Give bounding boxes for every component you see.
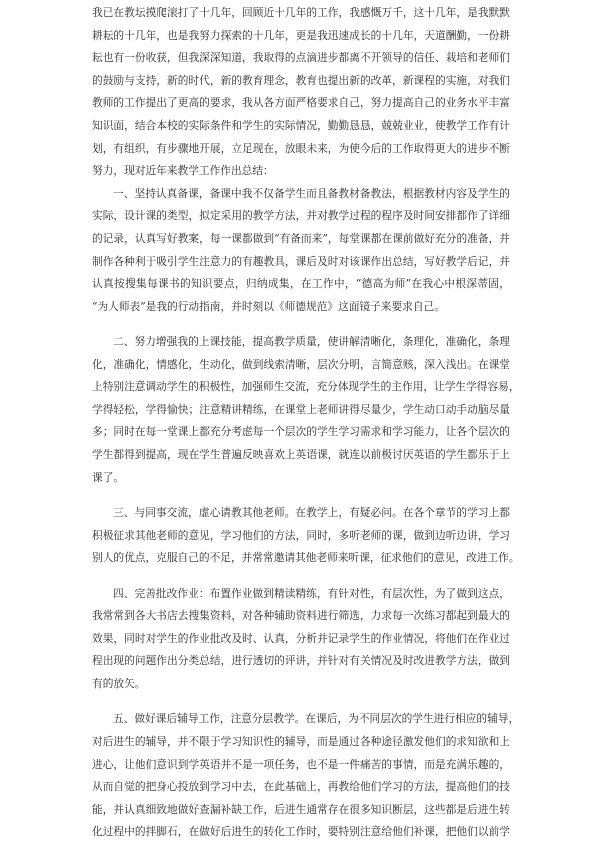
- text-line: 认真按搜集每课书的知识要点，归纳成集，在工作中，“德高为师”在我心中根深蒂固，: [92, 277, 510, 291]
- text-line: 耕耘的十几年，也是我努力探索的十几年，更是我迅速成长的十几年，天道酬勤，一份耕: [92, 28, 510, 42]
- text-line: 效果，同时对学生的作业批改及时、认真，分析并记录学生的作业情况，将他们在作业过: [92, 631, 510, 645]
- text-line: 课了。: [92, 470, 125, 484]
- text-line: 化，准确化，情感化，生动化，做到线索清晰，层次分明，言简意赅，深入浅出。在课堂: [92, 357, 510, 371]
- text-line: 积极征求其他老师的意见，学习他们的方法，同时，多听老师的课，做到边听边讲，学习: [92, 528, 510, 542]
- text-line: 制作各种利于吸引学生注意力的有趣教具，课后及时对该课作出总结，写好教学后记，并: [92, 254, 510, 268]
- text-line: 三、与同事交流，虚心请教其他老师。在教学上，有疑必问。在各个章节的学习上都: [113, 506, 510, 520]
- text-line: 教师的工作提出了更高的要求，我从各方面严格要求自己，努力提高自己的业务水平丰富: [92, 96, 510, 110]
- paragraph: [92, 331, 520, 489]
- text-line: 别人的优点，克服自己的不足，并常常邀请其他老师来听课，征求他们的意见，改进工作。: [92, 551, 520, 565]
- text-line: 学生都得到提高，现在学生普遍反映喜欢上英语课，就连以前极讨厌英语的学生都乐于上: [92, 448, 510, 462]
- text-line: 五、做好课后辅导工作，注意分层教学。在课后，为不同层次的学生进行相应的辅导，: [113, 712, 520, 726]
- text-line: 有的放矢。: [92, 677, 146, 691]
- text-line: 进心，让他们意识到学英语并不是一项任务，也不是一件痛苦的事情，而是充满乐趣的，: [92, 757, 510, 771]
- text-line: 划，有组织，有步骤地开展，立足现在，放眼未来，为使今后的工作取得更大的进步不断: [92, 141, 510, 155]
- paragraph: [92, 502, 520, 570]
- paragraph: [92, 708, 520, 844]
- text-line: 耘也有一份收获，但我深深知道，我取得的点滴进步都离不开领导的信任、栽培和老师们: [92, 51, 510, 65]
- paragraph: [92, 2, 510, 183]
- text-line: 学得轻松，学得愉快；注意精讲精练，在课堂上老师讲得尽量少，学生动口动手动脑尽量: [92, 402, 510, 416]
- text-line: 的鼓励与支持，新的时代，新的教育理念，教育也提出新的改革，新课程的实施，对我们: [92, 73, 510, 87]
- text-line: 的记录，认真写好教案，每一课都做到“有备而来”，每堂课都在课前做好充分的准备，并: [92, 231, 510, 245]
- text-line: 上特别注意调动学生的积极性，加强师生交流，充分体现学生的主作用，让学生学得容易，: [92, 380, 520, 394]
- text-line: 二、努力增强我的上课技能，提高教学质量，使讲解清晰化，条理化，准确化，条理: [113, 335, 510, 349]
- text-line: 多；同时在每一堂课上都充分考虑每一个层次的学生学习需求和学习能力，让各个层次的: [92, 425, 510, 439]
- text-line: 四、完善批改作业：布置作业做到精读精练，有针对性，有层次性，为了做到这点，: [113, 586, 510, 600]
- text-line: 我常常到各大书店去搜集资料，对各种辅助资料进行筛选，力求每一次练习都起到最大的: [92, 609, 510, 623]
- text-line: 我已在教坛摸爬滚打了十几年，回顾近十几年的工作，我感慨万千，这十几年，是我默默: [92, 6, 510, 19]
- text-line: “为人师表”是我的行动指南，并时刻以《师德规范》这面镜子来要求自己。: [92, 299, 445, 313]
- text-line: 能，并认真细致地做好查漏补缺工作，后进生通常存在很多知识断层，这些都是后进生转: [92, 802, 510, 816]
- text-line: 实际，设计课的类型，拟定采用的教学方法，并对教学过程的程序及时间安排都作了详细: [92, 209, 510, 223]
- text-line: 程出现的问题作出分类总结，进行透切的评讲，并针对有关情况及时改进教学方法，做到: [92, 654, 510, 668]
- paragraph: [92, 583, 510, 696]
- text-line: 从而自觉的把身心投放到学习中去，在此基础上，再教给他们学习的方法，提高他们的技: [92, 780, 510, 794]
- text-line: 化过程中的拌脚石，在做好后进生的转化工作时，要特别注意给他们补课，把他们以前学: [92, 825, 510, 839]
- text-line: 知识面，结合本校的实际条件和学生的实际情况，勤勤恳恳，兢兢业业，使教学工作有计: [92, 118, 510, 132]
- paragraph: [92, 183, 510, 319]
- text-line: 一、坚持认真备课，备课中我不仅备学生而且备教材备教法，根据教材内容及学生的: [113, 186, 510, 200]
- text-line: 对后进生的辅导，并不限于学习知识性的辅导，而是通过各种途径激发他们的求知欲和上: [92, 735, 510, 748]
- text-line: 努力，现对近年来教学工作作出总结：: [92, 164, 274, 178]
- document-page: [92, 2, 520, 844]
